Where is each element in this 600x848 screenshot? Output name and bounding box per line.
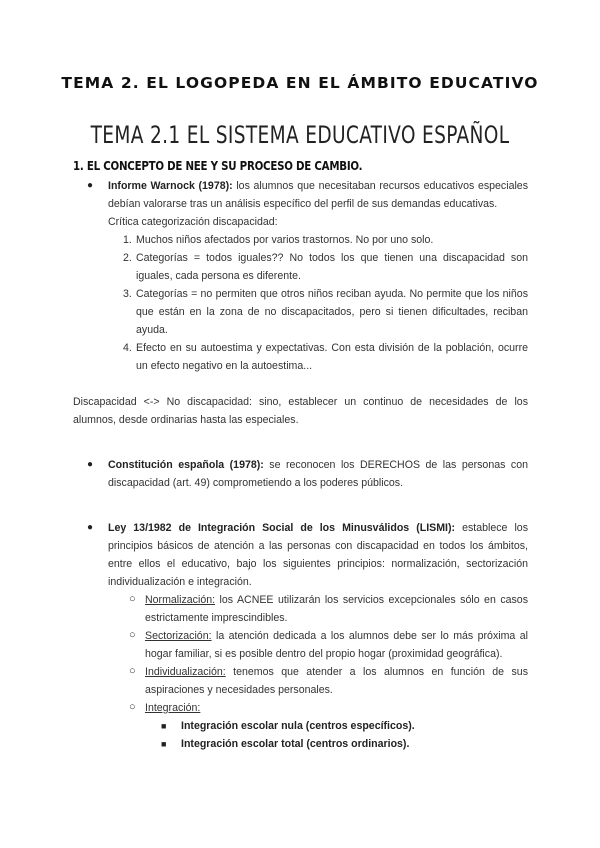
integration-type <box>73 717 528 735</box>
item-text: Categorías = no permiten que otros niños reciban ayuda. No permite que los niños que están en la zona de no discapacitados, pero si tienen dificultades, reciban ayuda. <box>136 288 528 336</box>
section-heading: 1. EL CONCEPTO DE NEE Y SU PROCESO DE CAMBIO. <box>73 158 363 173</box>
principle-text: la atención dedicada a los alumnos debe ser lo más próxima al hogar familiar, si es posible dentro del propio hogar (proximidad geográfica). <box>145 630 528 660</box>
item-number: 4. <box>123 342 132 354</box>
square-bullet-icon: ■ <box>161 721 167 731</box>
bullet-icon: ● <box>87 459 94 470</box>
circle-bullet-icon: ○ <box>129 701 136 713</box>
principle-term: Normalización: <box>145 594 216 606</box>
item-text: Muchos niños afectados por varios trastornos. No por uno solo. <box>136 234 434 246</box>
bullet-warnock <box>73 177 528 213</box>
bullet-icon: ● <box>87 180 94 191</box>
integration-type-text: Integración escolar nula (centros específicos). <box>181 720 415 732</box>
principle-item <box>73 591 528 627</box>
warnock-conclusion: Discapacidad <-> No discapacidad: sino, establecer un continuo de necesidades de los alumnos, desde ordinarias hasta las especiales. <box>73 396 528 426</box>
item-number: 1. <box>123 234 132 246</box>
circle-bullet-icon: ○ <box>129 593 136 605</box>
lismi-label: Ley 13/1982 de Integración Social de los Minusválidos (LISMI): <box>108 522 456 534</box>
bullet-lismi <box>73 519 528 591</box>
item-text: Efecto en su autoestima y expectativas. Con esta división de la población, ocurre un efecto negativo en la autoestima... <box>136 342 528 372</box>
circle-bullet-icon: ○ <box>129 629 136 641</box>
integration-type-text: Integración escolar total (centros ordinarios). <box>181 738 410 750</box>
numbered-item <box>73 339 528 375</box>
principle-item <box>73 699 528 717</box>
constitucion-text: se reconocen los DERECHOS de las personas con discapacidad (art. 49) comprometiendo a los poderes públicos. <box>108 459 528 489</box>
item-text: Categorías = todos iguales?? No todos los que tienen una discapacidad son iguales, cada persona es diferente. <box>136 252 528 282</box>
document-body <box>73 177 528 753</box>
warnock-label: Informe Warnock (1978): <box>108 180 233 192</box>
principle-term: Sectorización: <box>145 630 212 642</box>
constitucion-label: Constitución española (1978): <box>108 459 264 471</box>
critica-heading: Crítica categorización discapacidad: <box>108 216 278 228</box>
principle-term: Individualización: <box>145 666 226 678</box>
topic-title: TEMA 2.1 EL SISTEMA EDUCATIVO ESPAÑOL <box>90 121 510 149</box>
principle-item <box>73 663 528 699</box>
principle-text: los ACNEE utilizarán los servicios excepcionales sólo en casos estrictamente imprescindibles. <box>145 594 528 624</box>
bullet-icon: ● <box>87 522 94 533</box>
lismi-text: establece los principios básicos de atención a las personas con discapacidad en todos los ámbitos, entre ellos el educativo, bajo los siguientes principios: normalización, sectorización individualización e integración. <box>108 522 528 588</box>
circle-bullet-icon: ○ <box>129 665 136 677</box>
item-number: 3. <box>123 288 132 300</box>
numbered-item <box>73 249 528 285</box>
document-title: TEMA 2. EL LOGOPEDA EN EL ÁMBITO EDUCATIVO <box>61 74 539 92</box>
principle-term: Integración: <box>145 702 201 714</box>
bullet-constitucion <box>73 456 528 492</box>
warnock-text: los alumnos que necesitaban recursos educativos especiales debían valorarse tras un análisis específico del perfil de sus demandas educativas. <box>108 180 528 210</box>
principle-text: tenemos que atender a los alumnos en función de sus aspiraciones y necesidades personales. <box>145 666 528 696</box>
integration-type <box>73 735 528 753</box>
numbered-item <box>73 285 528 339</box>
square-bullet-icon: ■ <box>161 739 167 749</box>
numbered-item <box>73 231 528 249</box>
item-number: 2. <box>123 252 132 264</box>
principle-item <box>73 627 528 663</box>
